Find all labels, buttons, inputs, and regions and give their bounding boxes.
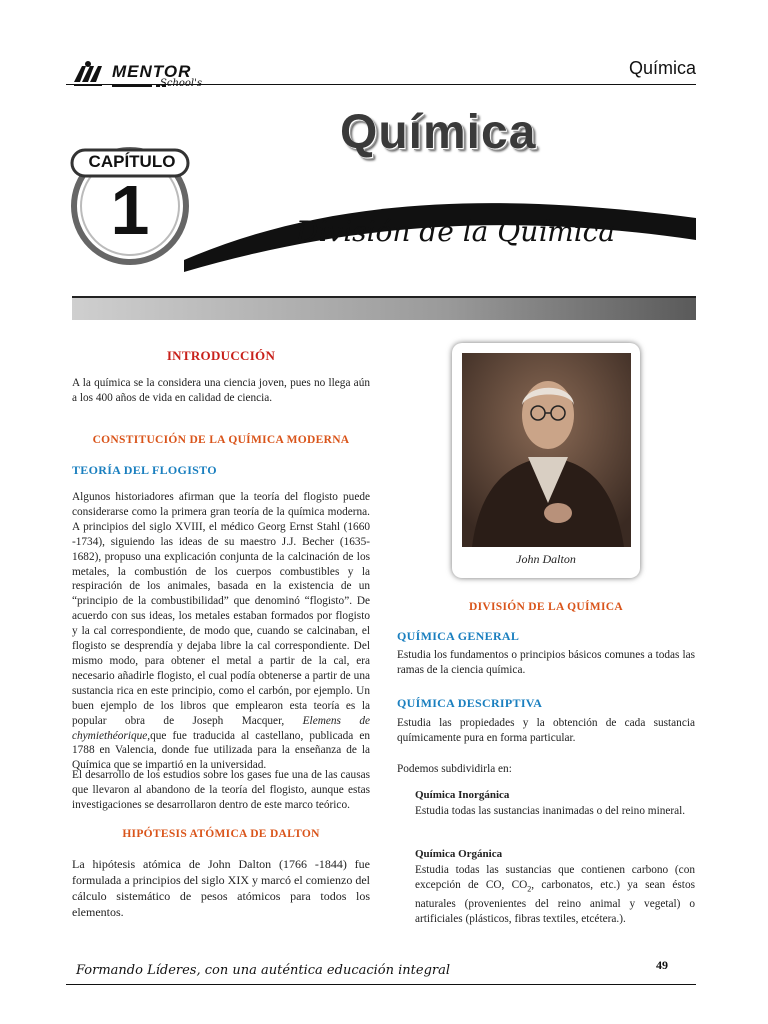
subdividir-text: Podemos subdividirla en:: [397, 763, 512, 775]
organica-paragraph: [415, 863, 695, 927]
dalton-heading: HIPÓTESIS ATÓMICA DE DALTON: [122, 828, 320, 840]
intro-text: A la química se la considera una ciencia joven, pues no llega aún a los 400 años de vida en calidad de ciencia.: [72, 377, 370, 404]
general-heading: QUÍMICA GENERAL: [397, 629, 520, 643]
chapter-title: Química: [340, 106, 537, 159]
flogisto-heading: TEORÍA DEL FLOGISTO: [72, 463, 217, 477]
logo-subtext: School's: [160, 78, 203, 89]
division-heading: DIVISIÓN DE LA QUÍMICA: [469, 601, 623, 613]
dalton-text: La hipótesis atómica de John Dalton (1766 -1844) fue formulada a principios del siglo XIX y marcó el comienzo del cálculo sistemático de pesos atómicos para todos los elementos.: [72, 857, 370, 919]
footer-divider: [66, 984, 696, 985]
flogisto-text-end: ,que fue traducida al castellano, publicada en 1788 en Valencia, donde fue utilizada para la enseñanza de la Química que se impartió en la universidad.: [72, 729, 370, 772]
general-text: Estudia los fundamentos o principios básicos comunes a todas las ramas de la ciencia química.: [397, 649, 695, 676]
flogisto-paragraph: [72, 490, 370, 773]
descriptiva-heading: QUÍMICA DESCRIPTIVA: [397, 696, 543, 710]
photo-caption: John Dalton: [516, 552, 576, 566]
chapter-subtitle: División de la Química: [296, 215, 616, 248]
flogisto-book-title: Elemens de chymiethéorique: [72, 714, 371, 742]
flogisto-text: Algunos historiadores afirman que la teoría del flogisto puede considerarse como la primera gran teoría de la química moderna. A principios del siglo XVIII, el médico Georg Ernst Stahl (1660 -1734), siguiendo las ideas de su maestro J.J. Becher (1635-1682), propuso una explicación conjunta de la calcinación de los metales, la combustión de los cuerpos combustibles y la respiración de los animales, basada en la existencia de un “principio de la combustibilidad” que denominó “flogisto”. De acuerdo con sus ideas, los metales estaban formados por flogisto y la cal correspondiente, de modo que, cuando se calcinaban, el flogisto se desprendía y dejaba libre la cal correspondiente. Del mismo modo, para obtener el metal a partir de la cal, era necesario añadirle flogisto, el cual podía obtenerse a partir de una sustancia rica en este principio, como el carbón, por ejemplo. Un buen ejemplo de los libros que emplearon esta teoría es la popular obra de Joseph Macquer,: [72, 491, 370, 727]
footer-slogan: Formando Líderes, con una auténtica educación integral: [76, 963, 451, 978]
header-divider: [66, 84, 696, 85]
inorganica-text: Estudia todas las sustancias inanimadas o del reino mineral.: [415, 805, 686, 817]
chapter-number: 1: [110, 171, 150, 249]
organica-subscript: 2: [527, 884, 532, 894]
organica-heading: Química Orgánica: [415, 848, 503, 860]
descriptiva-text: Estudia las propiedades y la obtención de cada sustancia químicamente pura en forma particular.: [397, 717, 695, 744]
organica-text-a: Estudia todas las sustancias que contienen carbono (con excepción de CO, CO: [415, 864, 695, 891]
inorganica-heading: Química Inorgánica: [415, 789, 510, 801]
intro-heading: INTRODUCCIÓN: [166, 348, 276, 363]
constitucion-heading: CONSTITUCIÓN DE LA QUÍMICA MODERNA: [92, 434, 350, 446]
organica-text-b: , carbonatos, etc.) ya sean éstos naturales (provenientes del reino animal y vegetal) o artificiales (plásticos, fibras textiles, etcétera.).: [415, 878, 695, 925]
logo-wordmark: MENTOR: [112, 62, 192, 81]
gases-text: El desarrollo de los estudios sobre los gases fue una de las causas que llevaron al abandono de la teoría del flogisto, aunque estas investigaciones se desarrollaron dentro de este marco teórico.: [72, 769, 370, 811]
page-number: 49: [656, 958, 668, 972]
john-dalton-portrait: [462, 353, 631, 547]
header-subject: Química: [628, 58, 696, 78]
section-band: [72, 298, 696, 320]
chapter-label: CAPÍTULO: [88, 152, 176, 171]
